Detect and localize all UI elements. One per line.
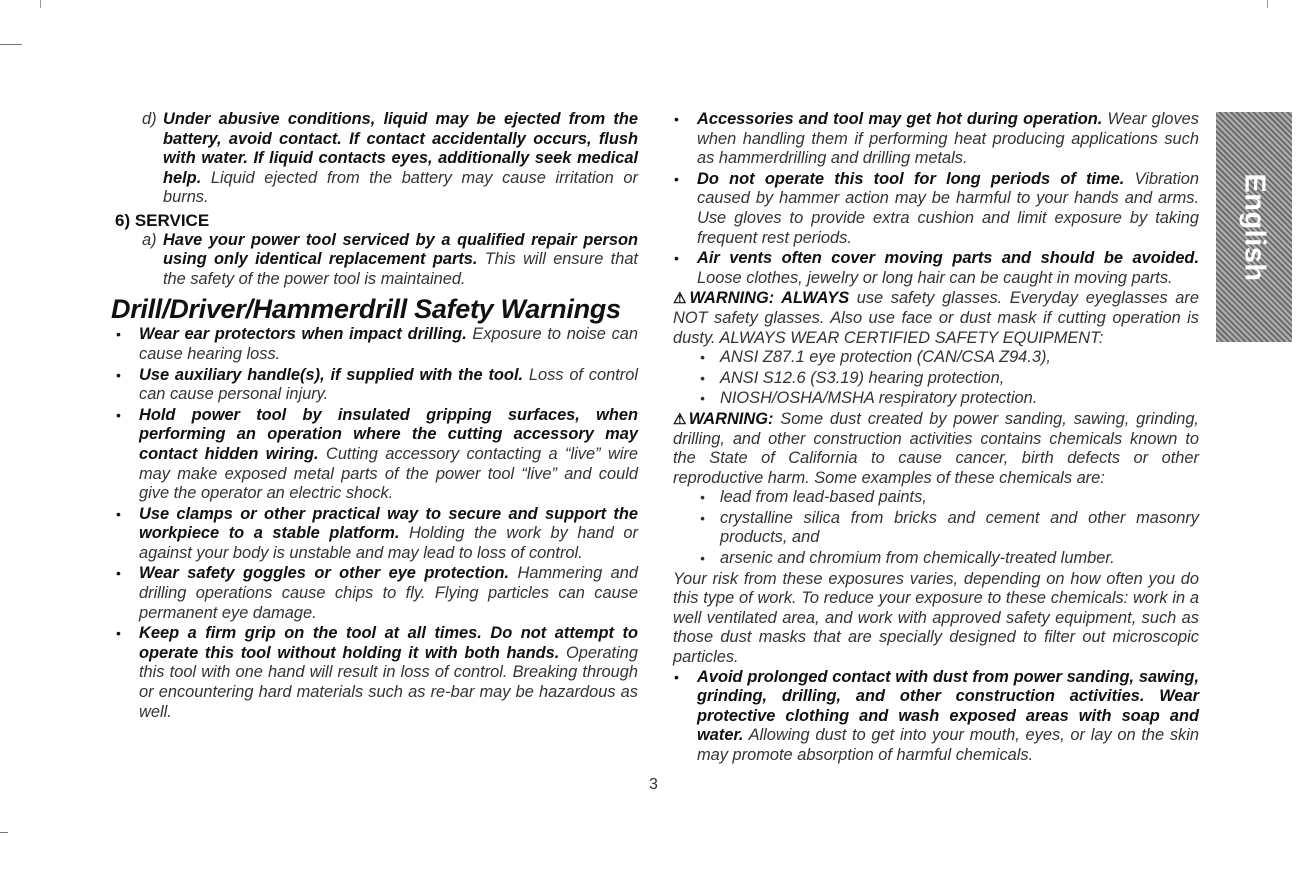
crop-mark xyxy=(40,0,41,8)
safety-bullet xyxy=(673,110,1199,169)
safety-bullet xyxy=(115,505,638,564)
item-text: Liquid ejected from the battery may cause irritation or burns. xyxy=(163,168,638,207)
warning-label: WARNING: ALWAYS xyxy=(689,289,850,308)
equipment-item: • ANSI S12.6 (S3.19) hearing protection, xyxy=(673,369,1199,389)
safety-bullet xyxy=(115,406,638,504)
bullet-bold-text: Use auxiliary handle(s), if supplied with the tool. xyxy=(139,365,524,384)
warning-paragraph xyxy=(673,289,1199,348)
battery-liquid-item xyxy=(115,110,638,208)
bullet-text: Wear gloves when handling them if performing heat producing applications such as hammerdrilling and drilling metals. xyxy=(697,110,1199,168)
service-item xyxy=(115,231,638,290)
crop-mark xyxy=(1267,0,1268,8)
item-bold-text: Have your power tool serviced by a qualified repair person using only identical replacement parts. xyxy=(163,230,638,269)
right-column xyxy=(673,110,1199,767)
bullet-bold-text: Keep a firm grip on the tool at all times. Do not attempt to operate this tool without holding it with both hands. xyxy=(139,624,638,662)
page-number: 3 xyxy=(649,776,658,793)
bullet-text: Loose clothes, jewelry or long hair can be caught in moving parts. xyxy=(697,268,1173,287)
bullet-bold-text: Avoid prolonged contact with dust from power sanding, sawing, grinding, drilling, and other construction activities. Wear protective clothing and wash exposed areas with soap and water. xyxy=(697,667,1199,745)
safety-bullet xyxy=(115,366,638,405)
equipment-item: • ANSI Z87.1 eye protection (CAN/CSA Z94.3), xyxy=(673,348,1199,368)
equipment-item: • NIOSH/OSHA/MSHA respiratory protection. xyxy=(673,389,1199,409)
safety-bullet xyxy=(673,249,1199,288)
warning-paragraph xyxy=(673,410,1199,488)
safety-bullet xyxy=(115,325,638,364)
left-column xyxy=(111,110,639,723)
bullet-bold-text: Use clamps or other practical way to secure and support the workpiece to a stable platform. xyxy=(139,504,638,543)
bullet-text: Loss of control can cause personal injury. xyxy=(139,365,638,404)
safety-bullet xyxy=(115,624,638,722)
bullet-bold-text: Hold power tool by insulated gripping surfaces, when performing an operation where the cutting accessory may contact hidden wiring. xyxy=(139,405,638,463)
service-heading: 6) SERVICE xyxy=(115,210,210,230)
bullet-bold-text: Wear safety goggles or other eye protection. xyxy=(139,564,510,583)
crop-mark xyxy=(0,832,8,833)
bullet-text: Operating this tool with one hand will result in loss of control. Breaking through or encountering hard materials such as re-bar may be hazardous as well. xyxy=(139,643,638,721)
bullet-text: Holding the work by hand or against your body is unstable and may lead to loss of control. xyxy=(139,524,638,562)
crop-mark xyxy=(0,44,22,45)
warning-label: WARNING: xyxy=(688,409,774,428)
language-tab-label: English xyxy=(1238,172,1271,282)
bullet-bold-text: Air vents often cover moving parts and should be avoided. xyxy=(697,249,1199,268)
bullet-text: Cutting accessory contacting a “live” wire may make exposed metal parts of the power tool “live” and could give the operator an electric shock. xyxy=(139,444,638,503)
bullet-bold-text: Accessories and tool may get hot during operation. xyxy=(697,110,1103,128)
chemical-item: • lead from lead-based paints, xyxy=(673,488,1199,508)
safety-bullet xyxy=(673,668,1199,766)
bullet-bold-text: Wear ear protectors when impact drilling. xyxy=(139,325,467,344)
item-marker: a) xyxy=(142,230,157,249)
warning-triangle-icon: ⚠ xyxy=(673,290,690,308)
warning-text: use safety glasses. Everyday eyeglasses are NOT safety glasses. Also use face or dust mask if cutting operation is dusty. ALWAYS WEAR CERTIFIED SAFETY EQUIPMENT: xyxy=(673,289,1199,347)
chemical-item: • crystalline silica from bricks and cement and other masonry products, and xyxy=(673,509,1199,548)
safety-bullet xyxy=(115,564,638,623)
risk-paragraph: Your risk from these exposures varies, depending on how often you do this type of work. To reduce your exposure to these chemicals: work in a well ventilated area, and work with approved safety equipment, such as those dust masks that are specially designed to filter out microscopic particles. xyxy=(673,569,1199,667)
item-text: This will ensure that the safety of the power tool is maintained. xyxy=(163,250,638,288)
warning-text: Some dust created by power sanding, sawing, grinding, drilling, and other construction activities contains chemicals known to the State of California to cause cancer, birth defects or other reproductive harm. Some examples of these chemicals are: xyxy=(673,409,1199,487)
safety-bullet xyxy=(673,170,1199,248)
section-title: Drill/Driver/Hammerdrill Safety Warnings xyxy=(111,294,621,325)
item-marker: d) xyxy=(142,110,157,128)
bullet-text: Allowing dust to get into your mouth, eyes, or lay on the skin may promote absorption of harmful chemicals. xyxy=(697,726,1199,764)
bullet-bold-text: Do not operate this tool for long periods of time. xyxy=(697,169,1125,188)
item-bold-text: Under abusive conditions, liquid may be ejected from the battery, avoid contact. If contact accidentally occurs, flush with water. If liquid contacts eyes, additionally seek medical help. xyxy=(163,110,638,187)
bullet-text: Vibration caused by hammer action may be harmful to your hands and arms. Use gloves to provide extra cushion and limit exposure by taking frequent rest periods. xyxy=(697,169,1199,247)
chemical-item: • arsenic and chromium from chemically-treated lumber. xyxy=(673,549,1199,569)
warning-triangle-icon: ⚠ xyxy=(673,410,689,428)
bullet-text: Exposure to noise can cause hearing loss. xyxy=(139,325,638,363)
bullet-text: Hammering and drilling operations cause chips to fly. Flying particles can cause permanent eye damage. xyxy=(139,564,639,622)
language-tab xyxy=(1216,112,1292,342)
